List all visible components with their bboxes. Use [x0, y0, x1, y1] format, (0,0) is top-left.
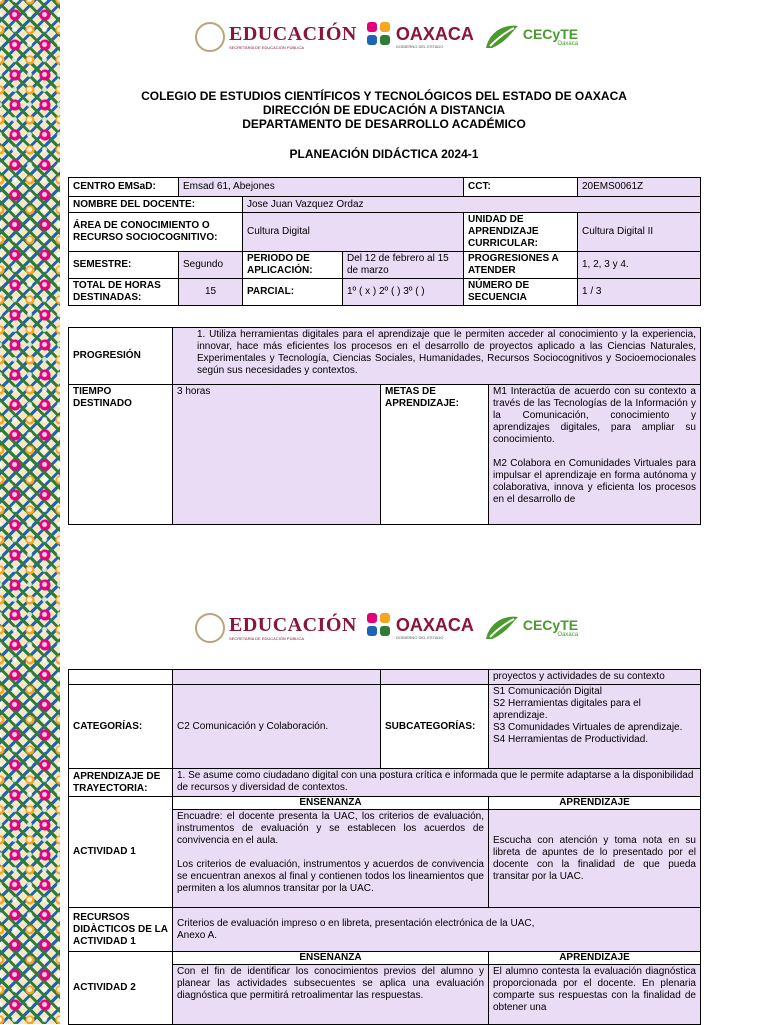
actividad-2-label: ACTIVIDAD 2	[69, 952, 173, 1025]
progresion-table	[68, 327, 701, 525]
cecyte-logo	[484, 613, 578, 643]
header-logos-page-2	[195, 607, 579, 649]
trayectoria-label: APRENDIZAJE DE TRAYECTORIA:	[69, 769, 173, 797]
actividad-1-ensenanza-p1: Encuadre: el docente presenta la UAC, los criterios de evaluación, instrumentos de evaluación y se establecen los acuerdos de convivencia en el aula.	[177, 811, 484, 846]
subcategoria-s1: S1 Comunicación Digital	[493, 686, 602, 697]
cct-label: CCT:	[464, 178, 578, 197]
semestre-value: Segundo	[179, 252, 243, 279]
actividad-1-aprendizaje: Escucha con atención y toma nota en su libreta de apuntes de lo presentado por el docente con la finalidad de que pueda transitar por la UAC.	[489, 810, 701, 908]
recursos-1-line1: Criterios de evaluación impreso o en libreta, presentación electrónica de la UAC,	[177, 917, 535, 929]
cecyte-logo	[484, 22, 578, 52]
categorias-value: C2 Comunicación y Colaboración.	[173, 685, 381, 769]
planning-table	[68, 669, 701, 1025]
educacion-text: EDUCACIÓN	[229, 23, 357, 45]
docente-value: Jose Juan Vazquez Ordaz	[243, 197, 701, 213]
tiempo-label: TIEMPO DESTINADO	[69, 385, 173, 525]
actividad-1-ensenanza-p2: Los criterios de evaluación, instrumentos y acuerdos de convivencia se encuentran anexos al final y contienen todos los lineamientos que permiten a los alumnos transitar por la UAC.	[177, 859, 484, 894]
metas-label: METAS DE APRENDIZAJE:	[381, 385, 489, 525]
progresiones-label: PROGRESIONES A ATENDER	[464, 252, 578, 279]
aprendizaje-header-2: APRENDIZAJE	[489, 952, 701, 965]
semestre-label: SEMESTRE:	[69, 252, 179, 279]
actividad-2-aprendizaje: El alumno contesta la evaluación diagnóstica proporcionada por el docente. En plenaria comparte sus respuestas con la finalidad de obtener una	[489, 965, 701, 1025]
parcial-value: 1º ( x ) 2º ( ) 3º ( )	[343, 279, 464, 306]
progresion-label: PROGRESIÓN	[69, 328, 173, 385]
actividad-1-ensenanza	[173, 810, 489, 908]
leaf-icon	[484, 613, 520, 643]
area-label: ÁREA DE CONOCIMIENTO O RECURSO SOCIOCOGNITIVO:	[69, 213, 243, 252]
cct-value: 20EMS0061Z	[578, 178, 701, 197]
meta-m2: M2 Colabora en Comunidades Virtuales para impulsar el aprendizaje en forma autónoma y colaborativa, innova y eficienta los procesos en el desarrollo de	[493, 458, 696, 505]
meta-m2-continued: proyectos y actividades de su contexto	[489, 670, 701, 685]
centro-label: CENTRO EMSaD:	[69, 178, 179, 197]
leaf-icon	[484, 22, 520, 52]
cecyte-text: CECyTE	[522, 26, 579, 42]
educacion-logo	[195, 613, 357, 643]
progresion-text: 1. Utiliza herramientas digitales para el aprendizaje que le permiten acceder al conocimiento y la experiencia, innovar, hace más eficientes los procesos en el desarrollo de proyectos aplicado a las Ciencias Naturales, Experimentales y Tecnología, Ciencias Sociales, Humanidades, Recursos Sociocognitivos y Socioemocionales según sus necesidades y contextos.	[173, 328, 701, 385]
actividad-1-label: ACTIVIDAD 1	[69, 797, 173, 908]
uac-label: UNIDAD DE APRENDIZAJE CURRICULAR:	[464, 213, 578, 252]
cecyte-subtext: Oaxaca	[557, 632, 579, 638]
info-table	[68, 177, 701, 306]
secuencia-value: 1 / 3	[578, 279, 701, 306]
aprendizaje-header: APRENDIZAJE	[489, 797, 701, 810]
oaxaca-text: OAXACA	[395, 615, 474, 635]
meta-m1: M1 Interactúa de acuerdo con su contexto a través de las Tecnologías de la Información y la Comunicación, conocimiento y aprendizajes digitales, para ampliar su conocimiento.	[493, 386, 696, 445]
tiempo-value: 3 horas	[173, 385, 381, 525]
cecyte-subtext: Oaxaca	[557, 41, 579, 47]
recursos-1-label: RECURSOS DIDÀCTICOS DE LA ACTIVIDAD 1	[69, 908, 173, 952]
ensenanza-header: ENSEÑANZA	[173, 797, 489, 810]
title-line-2: DIRECCIÓN DE EDUCACIÓN A DISTANCIA	[262, 103, 506, 117]
uac-value: Cultura Digital II	[578, 213, 701, 252]
seal-icon	[195, 22, 225, 52]
educacion-subtext: SECRETARÍA DE EDUCACIÓN PÚBLICA	[229, 45, 305, 50]
institution-titles	[68, 89, 700, 131]
horas-label: TOTAL DE HORAS DESTINADAS:	[69, 279, 179, 306]
plan-title: PLANEACIÓN DIDÁCTICA 2024-1	[289, 147, 479, 161]
title-line-3: DEPARTAMENTO DE DESARROLLO ACADÉMICO	[242, 117, 526, 131]
categorias-label: CATEGORÍAS:	[69, 685, 173, 769]
oaxaca-subtext: GOBIERNO DEL ESTADO	[395, 635, 444, 640]
decorative-border	[0, 0, 60, 1024]
ensenanza-header-2: ENSEÑANZA	[173, 952, 489, 965]
periodo-label: PERIODO DE APLICACIÓN:	[243, 252, 343, 279]
oaxaca-icon	[367, 22, 393, 52]
oaxaca-logo	[367, 22, 474, 52]
header-logos	[195, 16, 579, 58]
educacion-subtext: SECRETARÍA DE EDUCACIÓN PÚBLICA	[229, 636, 305, 641]
oaxaca-text: OAXACA	[395, 24, 474, 44]
subcategoria-s3: S3 Comunidades Virtuales de aprendizaje.	[493, 722, 683, 733]
centro-value: Emsad 61, Abejones	[179, 178, 464, 197]
secuencia-label: NÚMERO DE SECUENCIA	[464, 279, 578, 306]
cecyte-text: CECyTE	[522, 617, 579, 633]
horas-value: 15	[179, 279, 243, 306]
oaxaca-logo	[367, 613, 474, 643]
docente-label: NOMBRE DEL DOCENTE:	[69, 197, 243, 213]
oaxaca-icon	[367, 613, 393, 643]
actividad-2-ensenanza: Con el fin de identificar los conocimientos previos del alumno y planear las actividades subsecuentes se aplica una evaluación diagnóstica que permitirá retroalimentar las respuestas.	[173, 965, 489, 1025]
progresiones-value: 1, 2, 3 y 4.	[578, 252, 701, 279]
metas-value	[489, 385, 701, 525]
subcategoria-s4: S4 Herramientas de Productividad.	[493, 734, 649, 745]
parcial-label: PARCIAL:	[243, 279, 343, 306]
educacion-text: EDUCACIÓN	[229, 614, 357, 636]
recursos-1-value	[173, 908, 701, 952]
educacion-logo	[195, 22, 357, 52]
title-line-1: COLEGIO DE ESTUDIOS CIENTÍFICOS Y TECNOLÓGICOS DEL ESTADO DE OAXACA	[141, 89, 627, 103]
subcategorias-value	[489, 685, 701, 769]
area-value: Cultura Digital	[243, 213, 464, 252]
periodo-value: Del 12 de febrero al 15 de marzo	[343, 252, 464, 279]
subcategoria-s2: S2 Herramientas digitales para el aprendizaje.	[493, 698, 641, 721]
recursos-1-line2: Anexo A.	[177, 929, 218, 941]
subcategorias-label: SUBCATEGORÍAS:	[381, 685, 489, 769]
oaxaca-subtext: GOBIERNO DEL ESTADO	[395, 44, 444, 49]
seal-icon	[195, 613, 225, 643]
trayectoria-text: 1. Se asume como ciudadano digital con una postura crítica e informada que le permite adaptarse a la disponibilidad de recursos y diversidad de contextos.	[173, 769, 701, 797]
